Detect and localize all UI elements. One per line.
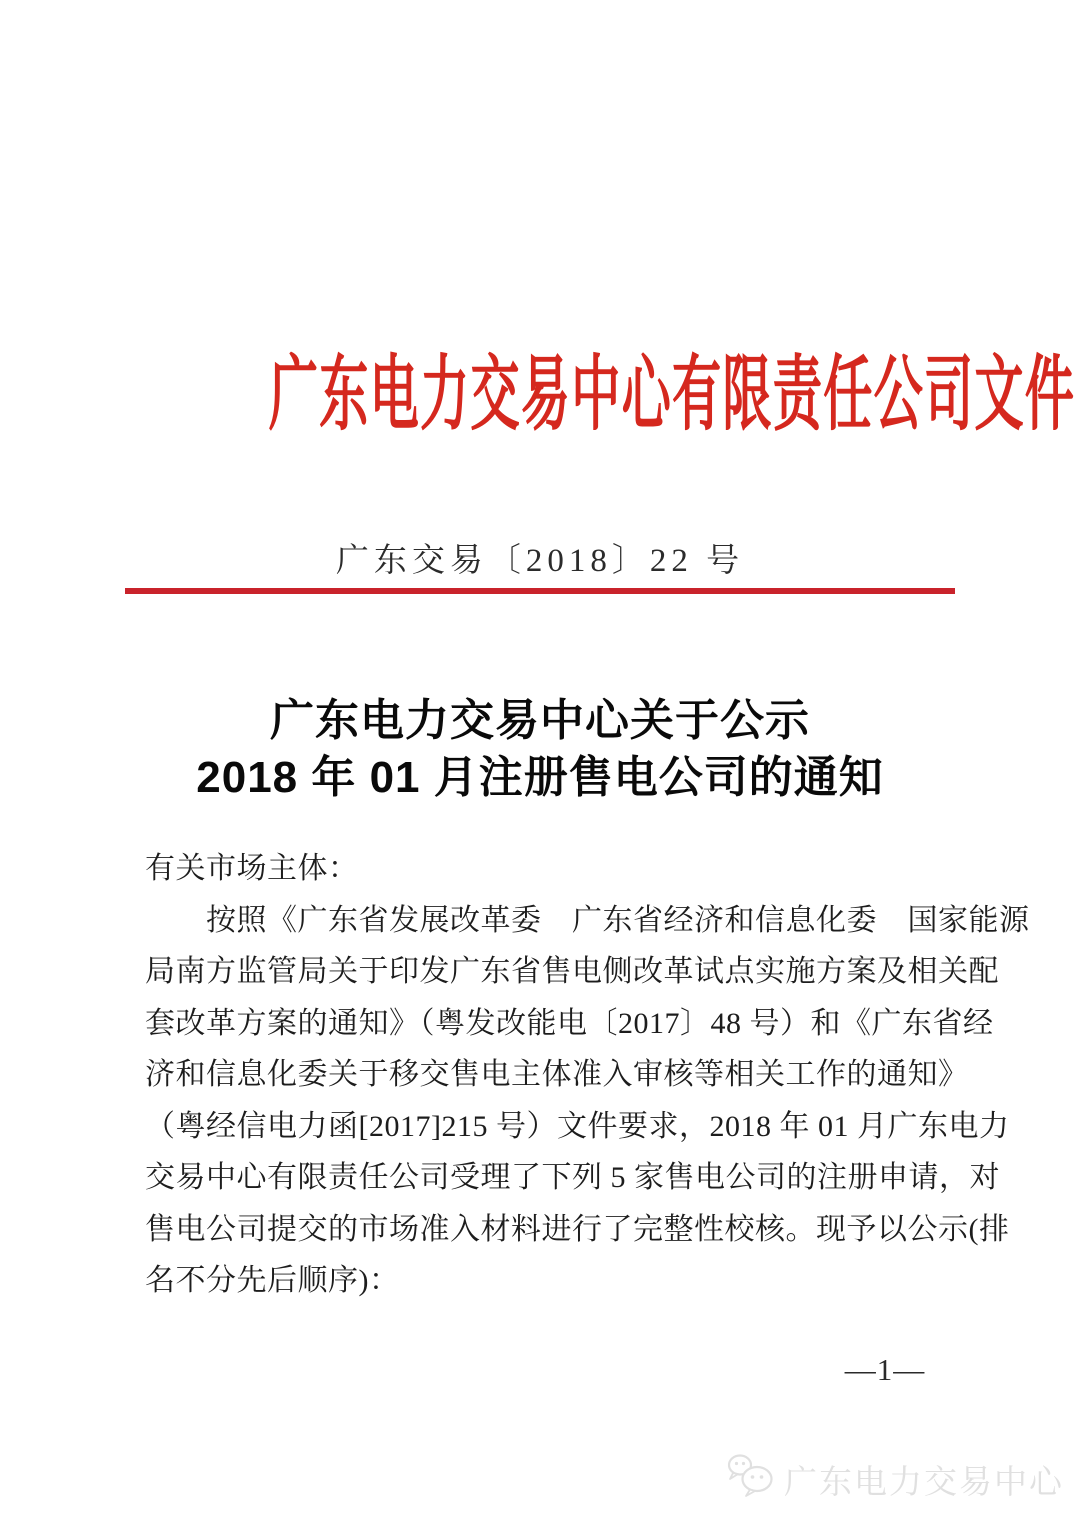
wechat-logo-icon [726,1452,778,1507]
watermark-account-name: 广东电力交易中心 [784,1463,1064,1500]
notice-body [145,843,1030,1307]
body-line: 交易中心有限责任公司受理了下列 5 家售电公司的注册申请，对 [145,1161,1000,1194]
page-number: —1— [844,1352,926,1387]
body-line: 局南方监管局关于印发广东省售电侧改革试点实施方案及相关配 [145,955,999,988]
body-line: （粤经信电力函[2017]215 号）文件要求，2018 年 01 月广东电力 [145,1109,1010,1143]
body-line: 名不分先后顺序)： [145,1264,400,1297]
notice-title-line1: 广东电力交易中心关于公示 [270,696,810,745]
letterhead-banner [0,349,1080,440]
body-line: 售电公司提交的市场准入材料进行了完整性校核。现予以公示(排 [145,1212,1010,1246]
body-line: 套改革方案的通知》（粤发改能电〔2017〕48 号）和《广东省经 [145,1006,994,1040]
organization-title: 广东电力交易中心有限责任公司文件 [268,349,1076,440]
footer-watermark [726,1452,1064,1507]
red-divider-rule [125,588,955,594]
document-number: 广东交易〔2018〕22 号 [335,543,745,579]
notice-title-line2: 2018 年 01 月注册售电公司的通知 [196,753,884,802]
notice-title [0,692,1080,806]
body-line: 有关市场主体： [145,852,359,885]
body-line: 济和信息化委关于移交售电主体准入审核等相关工作的通知》 [145,1058,969,1091]
body-line: 按照《广东省发展改革委 广东省经济和信息化委 国家能源 [145,903,1030,937]
